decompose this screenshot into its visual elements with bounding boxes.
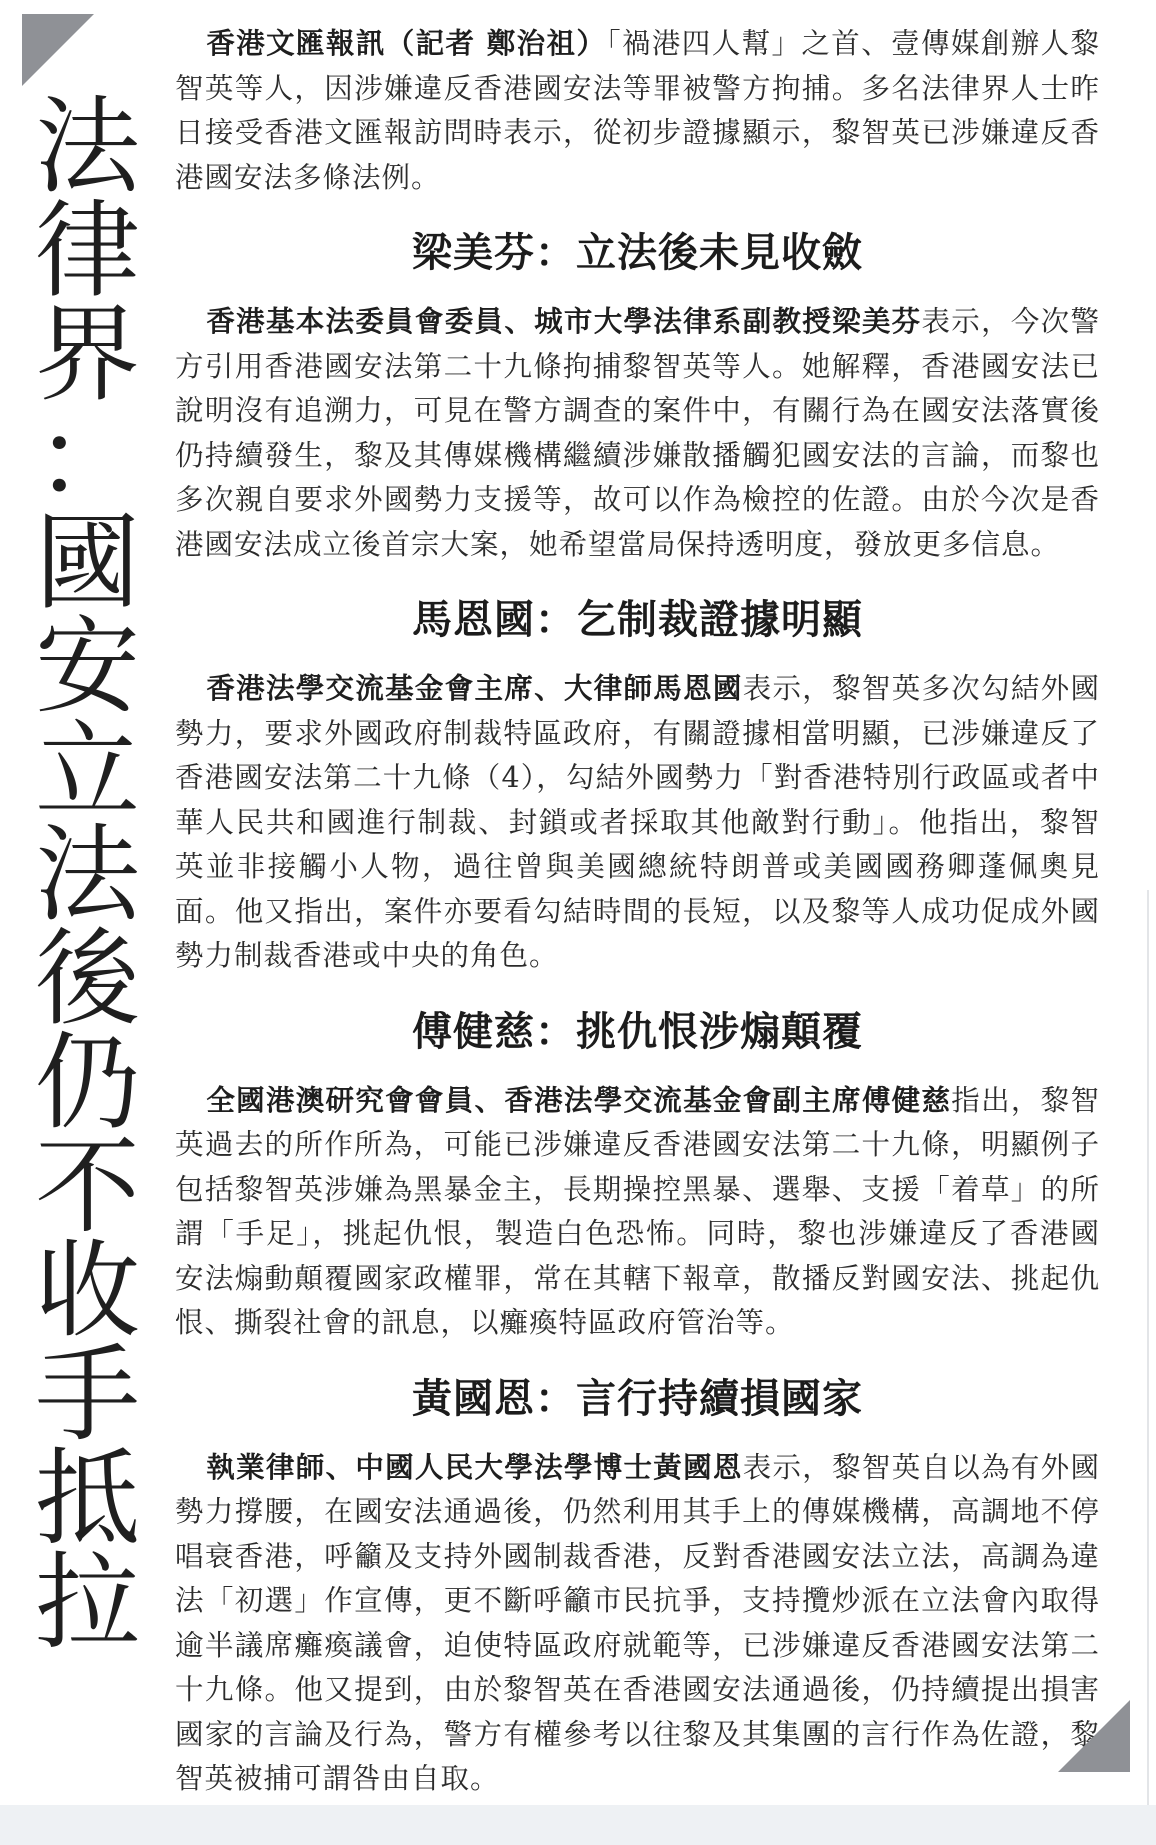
section-lead: 全國港澳研究會會員、香港法學交流基金會副主席傅健慈: [206, 1083, 952, 1117]
article-body: [175, 22, 1100, 1802]
headline-char: 後: [34, 918, 140, 1040]
corner-triangle-bottom-right: [1058, 1700, 1130, 1772]
intro-lead: 香港文匯報訊（記者 鄭治祖）: [206, 27, 607, 60]
section-text: 表示，黎智英多次勾結外國勢力，要求外國政府制裁特區政府，有關證據相當明顯，已涉嫌違反了香港國安法第二十九條（4），勾結外國勢力「對香港特別行政區或者中華人民共和國進行制裁、封鎖或者採取其他敵對行動」。他指出，黎智英並非接觸小人物，過往曾與美國總統特朗普或美國國務卿蓬佩奧見面。他又指出，案件亦要看勾結時間的長短，以及黎等人成功促成外國勢力制裁香港或中央的角色。: [175, 672, 1100, 972]
headline-char: 國: [34, 502, 140, 624]
headline-char: ：: [34, 398, 140, 520]
section-paragraph: [175, 300, 1100, 567]
headline-char: 收: [34, 1230, 140, 1352]
section-heading: 馬恩國：乞制裁證據明顯: [412, 597, 863, 643]
section-lead: 香港法學交流基金會主席、大律師馬恩國: [206, 672, 743, 705]
section-heading: 黃國恩：言行持續損國家: [412, 1375, 863, 1422]
section-paragraph: [175, 1079, 1100, 1346]
vertical-headline: [25, 86, 150, 1664]
headline-char: 法: [34, 86, 140, 208]
page-bottom-band: [0, 1805, 1156, 1845]
section-heading: 傅健慈：挑仇恨涉煽顛覆: [412, 1008, 863, 1055]
headline-char: 律: [34, 190, 140, 312]
headline-char: 手: [34, 1334, 140, 1456]
headline-char: 仍: [34, 1022, 140, 1144]
section-lead: 執業律師、中國人民大學法學博士黃國恩: [206, 1450, 743, 1484]
section-heading: 梁美芬：立法後未見收斂: [412, 230, 863, 276]
section-paragraph: [175, 667, 1100, 979]
headline-char: 法: [34, 814, 140, 936]
section-text: 表示，黎智英自以為有外國勢力撐腰，在國安法通過後，仍然利用其手上的傳媒機構，高調地不停唱衰香港，呼籲及支持外國制裁香港，反對香港國安法立法，高調為違法「初選」作宣傳，更不斷呼籲市民抗爭，支持攬炒派在立法會內取得逾半議席癱瘓議會，迫使特區政府就範等，已涉嫌違反香港國安法第二十九條。他又提到，由於黎智英在香港國安法通過後，仍持續提出損害國家的言論及行為，警方有權參考以往黎及其集團的言行作為佐證，黎智英被捕可謂咎由自取。: [175, 1450, 1100, 1795]
intro-paragraph: [175, 22, 1100, 200]
headline-char: 安: [34, 606, 140, 728]
section-text: 表示，今次警方引用香港國安法第二十九條拘捕黎智英等人。她解釋，香港國安法已說明沒有追溯力，可見在警方調查的案件中，有關行為在國安法落實後仍持續發生，黎及其傳媒機構繼續涉嫌散播觸犯國安法的言論，而黎也多次親自要求外國勢力支援等，故可以作為檢控的佐證。由於今次是香港國安法成立後首宗大案，她希望當局保持透明度，發放更多信息。: [175, 305, 1100, 561]
corner-triangle-top-left: [22, 14, 94, 86]
headline-char: 界: [34, 294, 140, 416]
headline-char: 拉: [34, 1542, 140, 1664]
section-lead: 香港基本法委員會委員、城市大學法律系副教授梁美芬: [206, 305, 922, 338]
headline-char: 立: [34, 710, 140, 832]
headline-char: 不: [34, 1126, 140, 1248]
section-paragraph: [175, 1446, 1100, 1802]
section-text: 指出，黎智英過去的所作所為，可能已涉嫌違反香港國安法第二十九條，明顯例子包括黎智英涉嫌為黑暴金主，長期操控黑暴、選舉、支援「着草」的所謂「手足」，挑起仇恨，製造白色恐怖。同時，黎也涉嫌違反了香港國安法煽動顛覆國家政權罪，常在其轄下報章，散播反對國安法、挑起仇恨、撕裂社會的訊息，以癱瘓特區政府管治等。: [175, 1083, 1100, 1339]
intro-text: 「禍港四人幫」之首、壹傳媒創辦人黎智英等人，因涉嫌違反香港國安法等罪被警方拘捕。多名法律界人士昨日接受香港文匯報訪問時表示，從初步證據顯示，黎智英已涉嫌違反香港國安法多條法例。: [175, 27, 1100, 194]
page-edge-rule: [1147, 890, 1149, 1805]
headline-char: 抵: [34, 1438, 140, 1560]
